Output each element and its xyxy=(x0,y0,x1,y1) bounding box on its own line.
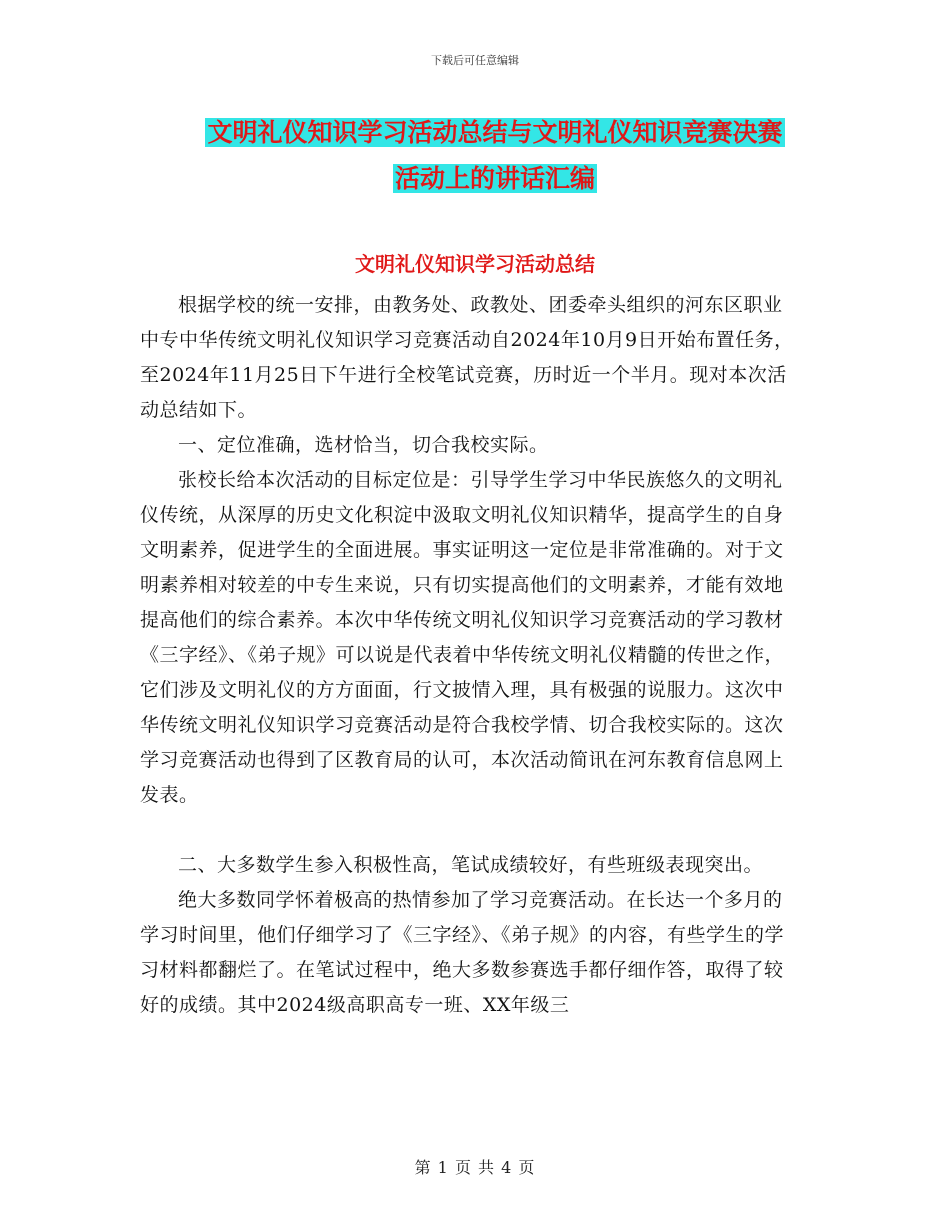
paragraph: 张校长给本次活动的目标定位是：引导学生学习中华民族悠久的文明礼仪传统，从深厚的历史文化积淀中汲取文明礼仪知识精华，提高学生的自身文明素养，促进学生的全面进展。事实证明这一定位是非常准确的。对于文明素养相对较差的中专生来说，只有切实提高他们的文明素养，才能有效地提高他们的综合素养。本次中华传统文明礼仪知识学习竞赛活动的学习教材《三字经》、《弟子规》可以说是代表着中华传统文明礼仪精髓的传世之作，它们涉及文明礼仪的方方面面，行文披情入理，具有极强的说服力。这次中华传统文明礼仪知识学习竞赛活动是符合我校学情、切合我校实际的。这次学习竞赛活动也得到了区教育局的认可，本次活动简讯在河东教育信息网上发表。 xyxy=(140,469,785,806)
section-title: 文明礼仪知识学习活动总结 xyxy=(355,252,595,276)
main-title-line-2: 活动上的讲话汇编 xyxy=(394,164,595,193)
page-footer: 第 1 页 共 4 页 xyxy=(414,1158,536,1177)
main-title-line-1: 文明礼仪知识学习活动总结与文明礼仪知识竞赛决赛 xyxy=(207,118,783,147)
paragraph: 根据学校的统一安排，由教务处、政教处、团委牵头组织的河东区职业中专中华传统文明礼仪知识学习竞赛活动自2024年10月9日开始布置任务，至2024年11月25日下午进行全校笔试竞赛，历时近一个半月。现对本次活动总结如下。 xyxy=(140,294,794,421)
body-text xyxy=(140,288,800,1023)
main-title xyxy=(140,110,850,202)
paragraph: 绝大多数同学怀着极高的热情参加了学习竞赛活动。在长达一个多月的学习时间里，他们仔细学习了《三字经》、《弟子规》的内容，有些学生的学习材料都翻烂了。在笔试过程中，绝大多数参赛选手都仔细作答，取得了较好的成绩。其中2024级高职高专一班、XX年级三 xyxy=(140,889,785,1016)
paragraph-heading: 一、定位准确，选材恰当，切合我校实际。 xyxy=(178,434,549,456)
paragraph-heading: 二、大多数学生参入积极性高，笔试成绩较好，有些班级表现突出。 xyxy=(178,854,764,876)
header-note: 下载后可任意编辑 xyxy=(431,54,519,67)
